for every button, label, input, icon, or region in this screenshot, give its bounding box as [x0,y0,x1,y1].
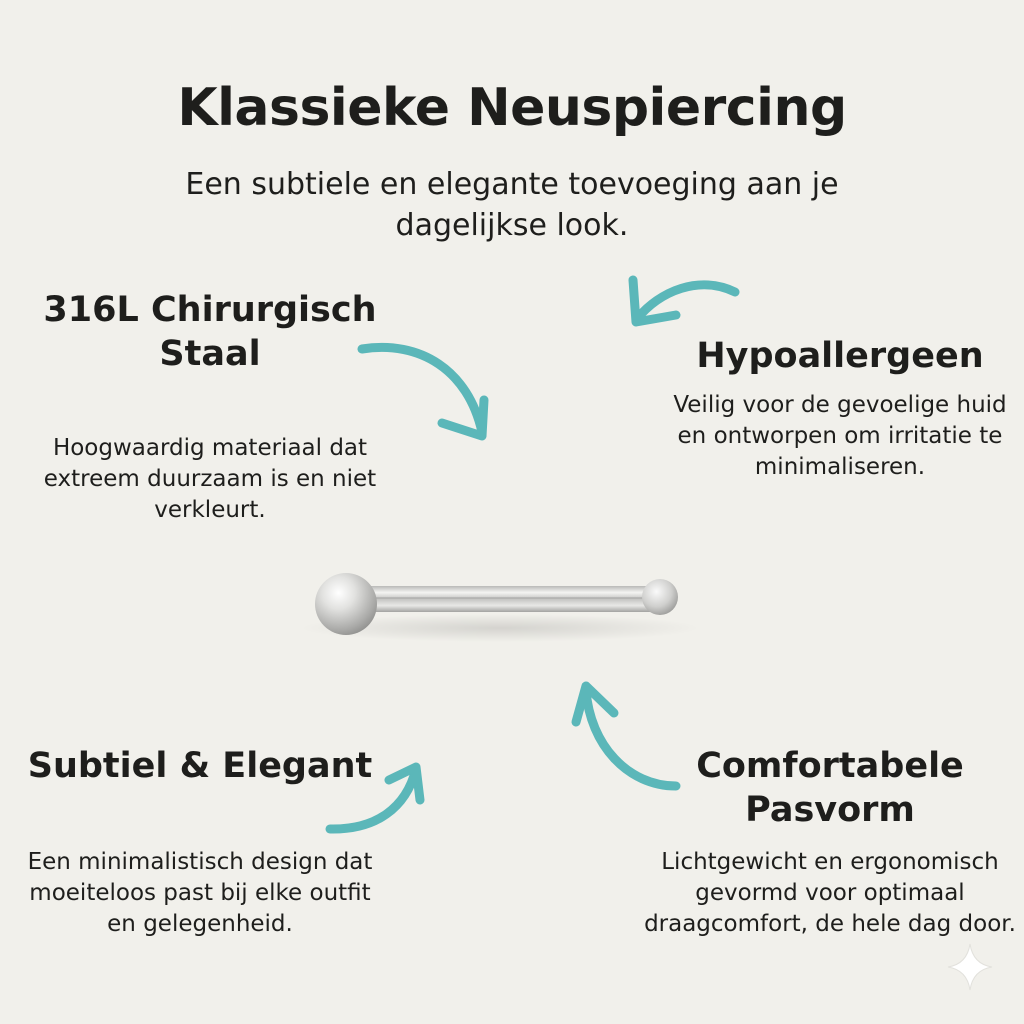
curved-arrow-icon [362,347,484,436]
nose-stud-image [300,573,700,642]
feature-title-subtle: Subtiel & Elegant [27,746,373,786]
curved-arrow-icon [576,686,676,786]
feature-title-steel: 316L Chirurgisch Staal [43,290,377,374]
sparkle-icon [948,944,992,990]
curved-arrow-icon [330,767,420,829]
feature-desc-steel: Hoogwaardig materiaal dat extreem duurzaam is en niet verkleurt. [43,435,377,523]
feature-title-hypoallergenic: Hypoallergeen [696,336,984,376]
feature-desc-subtle: Een minimalistisch design dat moeiteloos past bij elke outfit en gelegenheid. [27,849,373,937]
page-title: Klassieke Neuspiercing [177,78,847,138]
feature-desc-hypoallergenic: Veilig voor de gevoelige huid en ontworpen om irritatie te minimaliseren. [673,392,1007,480]
page-subtitle: Een subtiele en elegante toevoeging aan je dagelijkse look. [185,167,839,243]
feature-desc-comfort: Lichtgewicht en ergonomisch gevormd voor optimaal draagcomfort, de hele dag door. [644,849,1016,937]
curved-arrow-icon [633,280,735,322]
feature-title-comfort: Comfortabele Pasvorm [696,746,964,830]
